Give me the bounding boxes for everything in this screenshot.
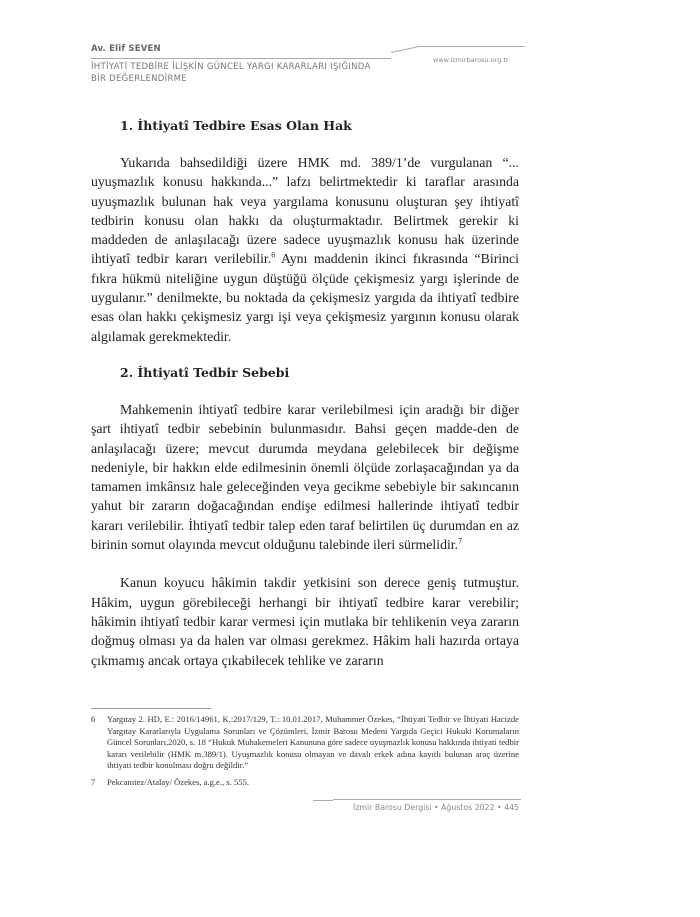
paragraph-text: Mahkemenin ihtiyatî tedbire karar verilebilmesi için aradığı bir diğer şart ihtiyatî tedbir sebebinin bulunmasıdır. Bahsi geçen madde-den de anlaşılacağı üzere; mevcut durumda meydana gelebilecek bir değişme nedeniyle, bir hakkın elde edilmesinin önemli ölçüde zorlaşacağından ya da tamamen imkânsız hale geleceğinden veya gecikme sebebiyle bir sakıncanın yahut bir zararın doğacağından endişe edilmesi hallerinde ihtiyatî tedbir kararı verilebilir. İhtiyatî tedbir talep eden taraf belirtilen üç durumdan en az birinin somut olayında mevcut olduğunu talebinde ileri sürmelidir. — [91, 401, 519, 553]
footnote-ref-6: 6 — [271, 250, 276, 260]
section-1-paragraph — [91, 153, 519, 346]
footer-rule — [333, 799, 521, 800]
footnote-separator — [91, 708, 211, 709]
section-2-paragraph-2: Kanun koyucu hâkimin takdir yetkisini son derece geniş tutmuştur. Hâkim, uygun görebileceği herhangi bir ihtiyatî tedbire karar verebilir; hâkimin ihtiyatî tedbir karar vermesi için mutlaka bir tehlikenin veya zararın doğmuş olması ya da halen var olması gerekmez. Hâkim hali hazırda ortaya çıkmamış ancak ortaya çıkabilecek tehlike ve zararın — [91, 575, 519, 668]
footnote-6 — [91, 714, 519, 772]
footnote-text: Pekcanıtez/Atalay/ Özekes, a.g.e., s. 555. — [107, 776, 249, 787]
footnotes — [91, 714, 519, 794]
topic-line-1: İHTİYATİ TEDBİRE İLİŞKİN GÜNCEL YARGI KARARLARI IŞIĞINDA — [91, 62, 371, 72]
header-rule — [91, 58, 391, 59]
paragraph-text-tail: Aynı maddenin ikinci fıkrasında “Birinci fıkra hükmü niteliğine uygun düştüğü ölçüde çekişmesiz yargı işlerinde de uygulanır.” denilmekte, bu noktada da çekişmesiz yargıda da ihtiyatî tedbire esas olan hakkı çekişmesiz yargı işi veya çekişmesiz yargının konusu olarak algılamak gerekmektedir. — [91, 251, 519, 344]
footnote-7 — [91, 777, 519, 789]
article-topic — [91, 61, 371, 85]
running-header — [91, 44, 521, 84]
footnote-number: 6 — [91, 714, 96, 724]
footnote-text: Yargıtay 2. HD, E.: 2016/14961, K.:2017/129, T.: 10.01.2017, Muhammet Özekes, “İhtiyati Tedbir ve İhtiyati Hacizde Yargıtay Kararlarıyla Uygulama Sorunları ve Çözümleri, İzmir Barosu Medeni Yargıda Geçici Hukuki Korumaların Güncel Sorunları,2020, s. 18 “Hukuk Muhakemeleri Kanununa göre sadece uyuşmazlık konusu hakkında ihtiyati tedbir kararı verilebilir (HMK m.389/1). Uyuşmazlık konusu olmayan ve davalı erkek adına kayıtlı bulunan araç üzerine ihtiyati tedbir konulması doğru değildir.” — [107, 714, 519, 771]
website-url: www.izmirbarosu.org.tr — [433, 56, 509, 64]
header-rule-right — [420, 46, 525, 47]
footnote-number: 7 — [91, 776, 96, 787]
page-footer: İzmir Barosu Dergisi • Ağustos 2022 • 445 — [353, 803, 519, 812]
topic-line-2: BİR DEĞERLENDİRME — [91, 74, 187, 84]
section-2-heading: 2. İhtiyatî Tedbir Sebebi — [120, 364, 290, 380]
footnote-ref-7: 7 — [458, 536, 463, 546]
author-name: Av. Elif SEVEN — [91, 44, 161, 54]
section-2-paragraph-1 — [91, 400, 519, 554]
paragraph-text: Yukarıda bahsedildiği üzere HMK md. 389/1’de vurgulanan “... uyuşmazlık konusu hakkında...” lafzı belirtmektedir ki taraflar arasında uyuşmazlık bulunan hak veya yargılama konusunu oluşturan şey ihtiyatî tedbirin konusu olan hakkı da oluşturmaktadır. Belirtmek gerekir ki maddeden de anlaşılacağı üzere sadece uyuşmazlık konusu hak üzerinde ihtiyatî tedbir kararı verilebilir. — [91, 155, 519, 267]
main-content — [91, 118, 519, 670]
section-1-heading: 1. İhtiyatî Tedbire Esas Olan Hak — [120, 118, 352, 133]
footer-rule-left — [313, 800, 333, 801]
